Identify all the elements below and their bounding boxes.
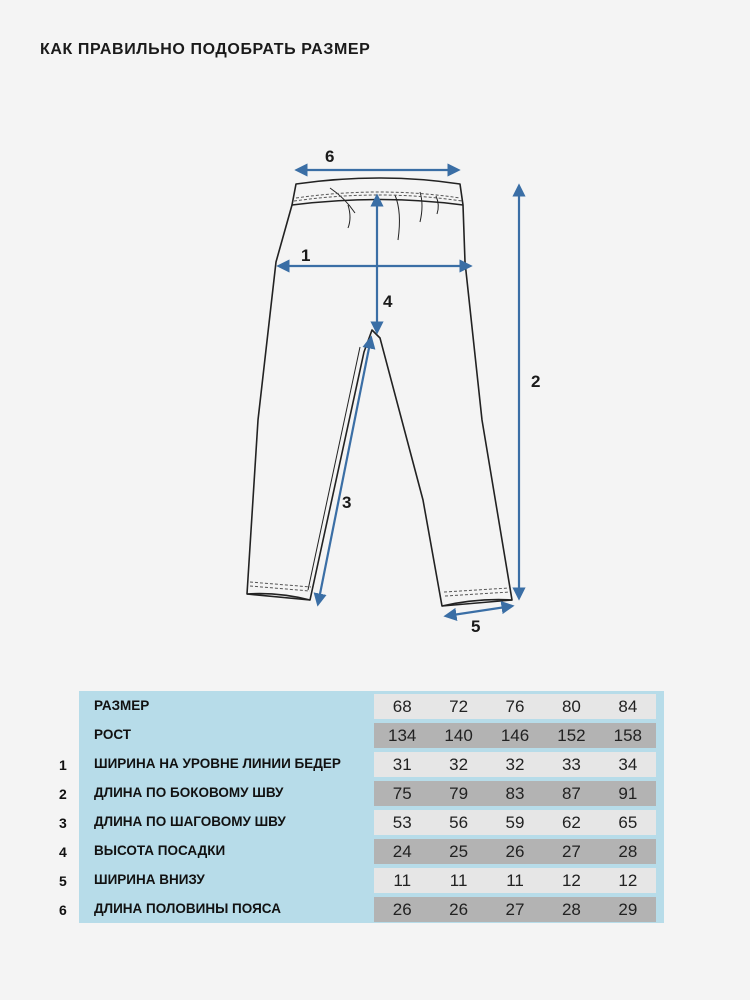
row-number: 1	[59, 757, 67, 773]
size-table	[59, 691, 664, 923]
table-cell: 29	[618, 900, 638, 919]
row-label: РОСТ	[94, 727, 131, 742]
table-cell: 79	[449, 784, 469, 803]
measurement-label-1: 1	[301, 246, 311, 265]
table-cell: 32	[505, 755, 525, 774]
table-cell: 33	[561, 755, 581, 774]
table-cell: 27	[561, 842, 581, 861]
table-cell: 26	[392, 900, 412, 919]
measurement-label-6: 6	[325, 147, 335, 166]
row-values	[374, 897, 656, 922]
table-cell: 91	[618, 784, 638, 803]
row-number: 2	[59, 786, 67, 802]
row-values	[374, 810, 656, 835]
row-label: ВЫСОТА ПОСАДКИ	[94, 843, 226, 858]
measurement-label-5: 5	[471, 617, 481, 636]
row-number: 4	[59, 844, 67, 860]
table-cell: 140	[444, 726, 473, 745]
table-row	[59, 807, 664, 836]
table-cell: 11	[449, 871, 468, 890]
row-label: ШИРИНА НА УРОВНЕ ЛИНИИ БЕДЕР	[94, 756, 341, 771]
table-row	[59, 894, 664, 923]
table-cell: 26	[449, 900, 469, 919]
stitch-lines	[250, 192, 510, 596]
table-cell: 11	[393, 871, 412, 890]
table-cell: 59	[505, 813, 525, 832]
table-cell: 28	[618, 842, 638, 861]
table-cell: 62	[561, 813, 581, 832]
table-cell: 68	[392, 697, 412, 716]
row-number: 6	[59, 902, 67, 918]
table-cell: 53	[392, 813, 412, 832]
row-number: 5	[59, 873, 67, 889]
table-row	[59, 836, 664, 865]
row-values	[374, 694, 656, 719]
table-cell: 146	[500, 726, 530, 745]
table-cell: 28	[561, 900, 581, 919]
table-row	[79, 720, 664, 749]
row-label: ДЛИНА ПОЛОВИНЫ ПОЯСА	[94, 901, 281, 916]
row-values	[374, 752, 656, 777]
measurement-label-2: 2	[531, 372, 541, 391]
row-number: 3	[59, 815, 67, 831]
table-cell: 87	[561, 784, 581, 803]
table-cell: 72	[449, 697, 469, 716]
table-cell: 11	[506, 871, 524, 890]
measurement-label-4: 4	[383, 292, 393, 311]
table-row	[59, 778, 664, 807]
table-cell: 12	[618, 871, 638, 890]
table-cell: 56	[449, 813, 469, 832]
table-cell: 26	[505, 842, 525, 861]
table-cell: 12	[561, 871, 581, 890]
table-row	[79, 691, 664, 720]
table-cell: 76	[505, 697, 525, 716]
row-values	[374, 723, 656, 748]
table-cell: 24	[392, 842, 412, 861]
hem-arrow	[446, 606, 512, 616]
table-cell: 65	[618, 813, 638, 832]
table-cell: 134	[388, 726, 417, 745]
row-label: ДЛИНА ПО БОКОВОМУ ШВУ	[94, 785, 284, 800]
inseam-arrow	[318, 338, 371, 604]
table-cell: 31	[392, 755, 412, 774]
page-title: КАК ПРАВИЛЬНО ПОДОБРАТЬ РАЗМЕР	[40, 41, 371, 58]
measurement-label-3: 3	[342, 493, 352, 512]
table-row	[59, 749, 664, 778]
table-cell: 158	[613, 726, 643, 745]
table-cell: 34	[618, 755, 638, 774]
table-row	[59, 865, 664, 894]
table-cell: 75	[392, 784, 412, 803]
measurement-arrows	[279, 170, 519, 616]
table-cell: 83	[505, 784, 525, 803]
table-cell: 32	[449, 755, 469, 774]
row-values	[374, 868, 656, 893]
table-cell: 27	[505, 900, 525, 919]
row-values	[374, 839, 656, 864]
table-cell: 84	[618, 697, 638, 716]
row-values	[374, 781, 656, 806]
row-label: ДЛИНА ПО ШАГОВОМУ ШВУ	[94, 814, 286, 829]
pants-outline	[247, 178, 512, 606]
row-label: ШИРИНА ВНИЗУ	[94, 872, 205, 887]
table-cell: 25	[449, 842, 469, 861]
row-label: РАЗМЕР	[94, 698, 150, 713]
table-cell: 152	[557, 726, 586, 745]
table-cell: 80	[561, 697, 581, 716]
